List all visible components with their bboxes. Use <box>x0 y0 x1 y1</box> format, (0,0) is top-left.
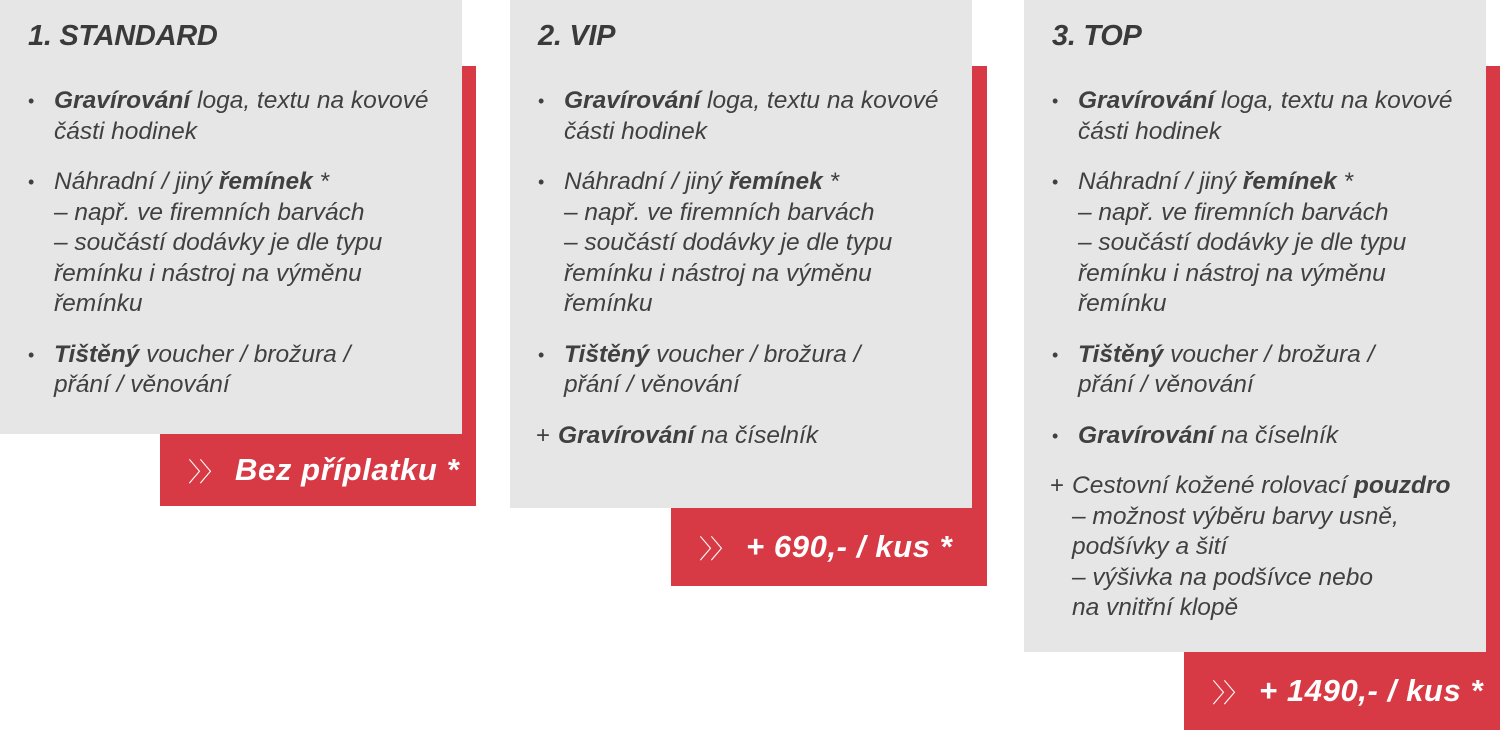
feature-text-bold: Gravírování <box>1078 87 1215 114</box>
feature-text: – např. ve firemních barvách <box>564 198 875 226</box>
feature-text: loga, textu na kovové <box>1214 87 1453 114</box>
feature-line <box>564 370 954 401</box>
feature-item <box>1050 340 1468 401</box>
bullet-marker: • <box>1052 344 1059 365</box>
feature-line <box>564 259 954 290</box>
price-label: + 690,- / kus * <box>746 529 953 564</box>
feature-text-bold: řemínek <box>728 168 823 195</box>
card-top <box>1024 0 1486 652</box>
feature-text: řemínku i nástroj na výměnu <box>564 259 872 287</box>
feature-line <box>1078 421 1468 452</box>
feature-line <box>54 340 444 371</box>
feature-text: řemínku <box>54 290 143 317</box>
bullet-marker: • <box>538 172 545 192</box>
feature-text: řemínku i nástroj na výměnu <box>54 259 362 287</box>
feature-text: přání / věnování <box>54 371 230 398</box>
feature-line <box>1078 198 1468 229</box>
feature-text: loga, textu na kovové <box>190 87 429 114</box>
feature-item <box>1050 471 1468 624</box>
feature-line <box>1078 228 1468 259</box>
feature-text: řemínku <box>1078 290 1167 317</box>
feature-text: části hodinek <box>54 117 198 145</box>
feature-text: – součástí dodávky je dle typu <box>54 229 383 256</box>
feature-text: – součástí dodávky je dle typu <box>564 229 893 256</box>
bullet-marker: • <box>538 91 545 111</box>
feature-text: – např. ve firemních barvách <box>1078 198 1389 226</box>
price-badge-top <box>1184 652 1500 730</box>
feature-item <box>26 86 444 147</box>
feature-item <box>536 421 954 452</box>
bullet-marker: • <box>1052 91 1059 111</box>
double-chevron-right-icon: 〉〉 <box>188 456 224 487</box>
feature-line <box>1072 563 1468 594</box>
feature-text-bold: Tištěný <box>564 340 650 368</box>
feature-line <box>564 167 954 198</box>
double-chevron-right-icon: 〉〉 <box>699 533 735 564</box>
price-label: Bez příplatku * <box>235 452 460 487</box>
feature-text: na vnitřní klopě <box>1072 594 1239 621</box>
bullet-marker: • <box>1052 172 1059 192</box>
feature-line <box>1078 86 1468 117</box>
feature-text: části hodinek <box>564 117 708 145</box>
feature-list <box>26 86 444 421</box>
feature-text-bold: řemínek <box>1242 168 1337 195</box>
feature-text: voucher / brožura / <box>1163 340 1375 368</box>
feature-line <box>54 228 444 259</box>
feature-line <box>1078 289 1468 320</box>
card-title: 2. VIP <box>538 20 616 52</box>
feature-line <box>1072 593 1468 624</box>
feature-text: přání / věnování <box>1078 371 1254 398</box>
plus-marker: + <box>1050 472 1065 499</box>
feature-text: – výšivka na podšívce nebo <box>1072 563 1373 591</box>
feature-list <box>536 86 954 471</box>
bullet-marker: • <box>28 91 35 111</box>
feature-text-bold: Gravírování <box>1078 421 1215 449</box>
feature-item <box>1050 421 1468 452</box>
feature-item <box>1050 167 1468 320</box>
feature-text-bold: Gravírování <box>558 421 695 449</box>
feature-line <box>558 421 954 452</box>
feature-item <box>26 340 444 401</box>
card-title: 3. TOP <box>1052 20 1142 52</box>
card-title: 1. STANDARD <box>28 20 218 52</box>
feature-text: – součástí dodávky je dle typu <box>1078 229 1407 256</box>
feature-line <box>564 228 954 259</box>
feature-text: voucher / brožura / <box>649 340 861 368</box>
bullet-marker: • <box>28 172 35 192</box>
price-label: + 1490,- / kus * <box>1259 673 1484 708</box>
feature-text: Cestovní kožené rolovací <box>1072 472 1354 499</box>
feature-line <box>1072 502 1468 533</box>
feature-text: řemínku <box>564 290 653 317</box>
feature-line <box>54 117 444 148</box>
feature-text-bold: Gravírování <box>54 87 191 114</box>
feature-line <box>1078 370 1468 401</box>
bullet-marker: • <box>28 344 35 365</box>
feature-line <box>564 340 954 371</box>
feature-text: – např. ve firemních barvách <box>54 198 365 226</box>
feature-item <box>536 340 954 401</box>
feature-text: loga, textu na kovové <box>700 87 939 114</box>
feature-line <box>54 86 444 117</box>
feature-text: Náhradní / jiný <box>54 168 219 195</box>
feature-text: Náhradní / jiný <box>564 168 729 195</box>
feature-text: voucher / brožura / <box>139 340 351 368</box>
feature-line <box>54 198 444 229</box>
feature-line <box>564 198 954 229</box>
feature-item <box>26 167 444 320</box>
feature-item <box>536 167 954 320</box>
feature-text: * <box>312 168 330 195</box>
feature-line <box>54 259 444 290</box>
feature-text: – možnost výběru barvy usně, <box>1072 502 1399 530</box>
feature-line <box>564 117 954 148</box>
bullet-marker: • <box>538 344 545 365</box>
feature-text: * <box>822 168 840 195</box>
price-badge-vip <box>671 508 987 586</box>
feature-text: * <box>1336 168 1354 195</box>
feature-list <box>1050 86 1468 644</box>
card-standard <box>0 0 462 434</box>
feature-text-bold: pouzdro <box>1353 472 1451 499</box>
feature-line <box>54 289 444 320</box>
feature-text: řemínku i nástroj na výměnu <box>1078 259 1386 287</box>
feature-line <box>564 86 954 117</box>
price-badge-standard <box>160 434 476 506</box>
feature-line <box>1078 117 1468 148</box>
feature-line <box>1072 532 1468 563</box>
feature-text-bold: Tištěný <box>54 340 140 368</box>
feature-text: Náhradní / jiný <box>1078 168 1243 195</box>
feature-text: na číselník <box>694 421 819 449</box>
feature-line <box>1078 340 1468 371</box>
feature-text: přání / věnování <box>564 371 740 398</box>
feature-line <box>1078 259 1468 290</box>
feature-line <box>564 289 954 320</box>
feature-item <box>536 86 954 147</box>
card-vip <box>510 0 972 508</box>
feature-text: části hodinek <box>1078 117 1222 145</box>
bullet-marker: • <box>1052 425 1059 446</box>
feature-line <box>54 167 444 198</box>
feature-text: podšívky a šití <box>1072 533 1228 560</box>
feature-line <box>1072 471 1468 502</box>
feature-line <box>1078 167 1468 198</box>
feature-text-bold: Tištěný <box>1078 340 1164 368</box>
feature-text-bold: řemínek <box>218 168 313 195</box>
feature-item <box>1050 86 1468 147</box>
feature-line <box>54 370 444 401</box>
plus-marker: + <box>536 421 551 449</box>
double-chevron-right-icon: 〉〉 <box>1212 677 1248 708</box>
feature-text: na číselník <box>1214 421 1339 449</box>
feature-text-bold: Gravírování <box>564 87 701 114</box>
